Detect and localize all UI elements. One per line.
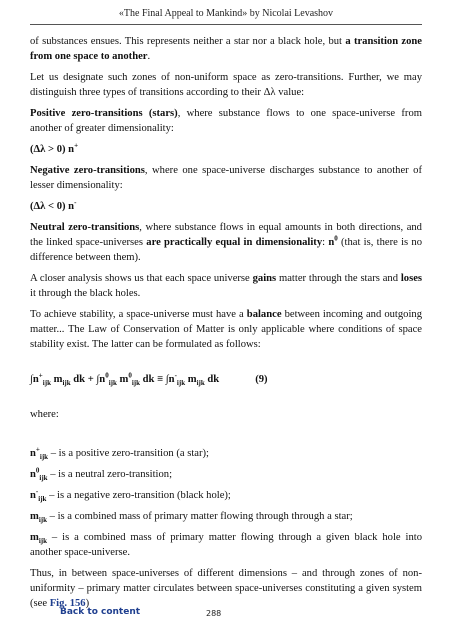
text: , where one space-universe discharges substance to another of lesser dimensionality:: [30, 165, 422, 191]
emphasis: a transition zone from one space to another: [30, 36, 422, 62]
paragraph-closer-analysis: [30, 271, 422, 301]
condition-positive: [30, 142, 422, 157]
paragraph-zero-transitions: Let us designate such zones of non-uniform space as zero-transitions. Further, we may distinguish three types of transitions according to their Δλ value:: [30, 72, 422, 98]
header-rule: [30, 24, 422, 25]
figure-link[interactable]: Fig. 156: [49, 598, 86, 609]
running-header: «The Final Appeal to Mankind» by Nicolai Levashov: [118, 8, 334, 19]
sup: +: [74, 141, 79, 150]
text: matter through the stars and: [276, 273, 401, 284]
emphasis-balance: balance: [246, 309, 282, 320]
text: , where substance flows in equal amounts in both directions, and the linked space-universes: [30, 222, 422, 248]
definition-item: $m_{ijk}$ – is a combined mass of primary matter flowing through through a star;: [30, 511, 353, 525]
emphasis-loses: loses: [400, 273, 423, 284]
term-negative: Negative zero-transitions: [30, 165, 145, 176]
text: of substances ensues. This represents neither a star nor a black hole, but: [30, 36, 346, 47]
term-positive: Positive zero-transitions (stars): [30, 108, 178, 119]
text: it through the black holes.: [30, 288, 141, 299]
sup: -: [74, 198, 77, 207]
paragraph-transition-zone: [30, 34, 422, 64]
paragraph-neutral: [30, 220, 422, 265]
paragraph-negative: [30, 163, 422, 193]
definition-item: $n^0_{ijk}$ – is a neutral zero-transition;: [30, 466, 173, 483]
paragraph-stability: [30, 307, 422, 352]
emphasis: are practically equal in dimensionality: [146, 237, 323, 248]
definition-item: $n^-_{ijk}$ – is a negative zero-transition (black hole);: [30, 487, 231, 504]
equation-number: (9): [255, 374, 268, 385]
text: A closer analysis shows us that each space universe: [30, 273, 253, 284]
text: .: [147, 51, 151, 62]
back-to-content-link[interactable]: Back to content: [60, 607, 141, 617]
emphasis-gains: gains: [252, 273, 277, 284]
paragraph-conclusion: [30, 566, 422, 611]
text: (Δλ > 0) n: [30, 144, 75, 155]
text: ): [85, 598, 90, 609]
text: between incoming and outgoing matter... The Law of Conservation of Matter is only applicable where conditions of space stability exist. The latter can be formulated as follows:: [30, 309, 422, 350]
text: , where substance flows to one space-universe from another of greater dimensionality:: [30, 108, 422, 134]
text: (Δλ < 0) n: [30, 201, 75, 212]
symbol-n0: $n^0$: [328, 234, 338, 248]
equation-9: $\int n^+_{ijk}$ $m_{ijk}$ dk + $\int n^0_{ijk}$ $m^0_{ijk}$ dk ≡ $\int n^-_{ijk}$ $m_{ijk}$ dk (9): [30, 371, 268, 388]
text: To achieve stability, a space-universe must have a: [30, 309, 247, 320]
definition-item: $m_{ijk}$ – is a combined mass of primary matter flowing through a given black hole into another space-universe.: [30, 532, 422, 558]
definition-item: $n^+_{ijk}$ – is a positive zero-transition (a star);: [30, 445, 209, 462]
text: (that is, there is no difference between them).: [30, 237, 422, 263]
term-neutral: Neutral zero-transitions: [30, 222, 140, 233]
text: :: [322, 237, 329, 248]
paragraph-positive: [30, 106, 422, 136]
page-number: 288: [206, 609, 222, 618]
text: Thus, in between space-universes of different dimensions – and through zones of non-uniformity – primary matter circulates between space-universes constituting a given system (see: [30, 568, 422, 609]
where-label: where:: [30, 409, 59, 420]
page-body: [30, 34, 422, 617]
condition-negative: [30, 199, 422, 214]
